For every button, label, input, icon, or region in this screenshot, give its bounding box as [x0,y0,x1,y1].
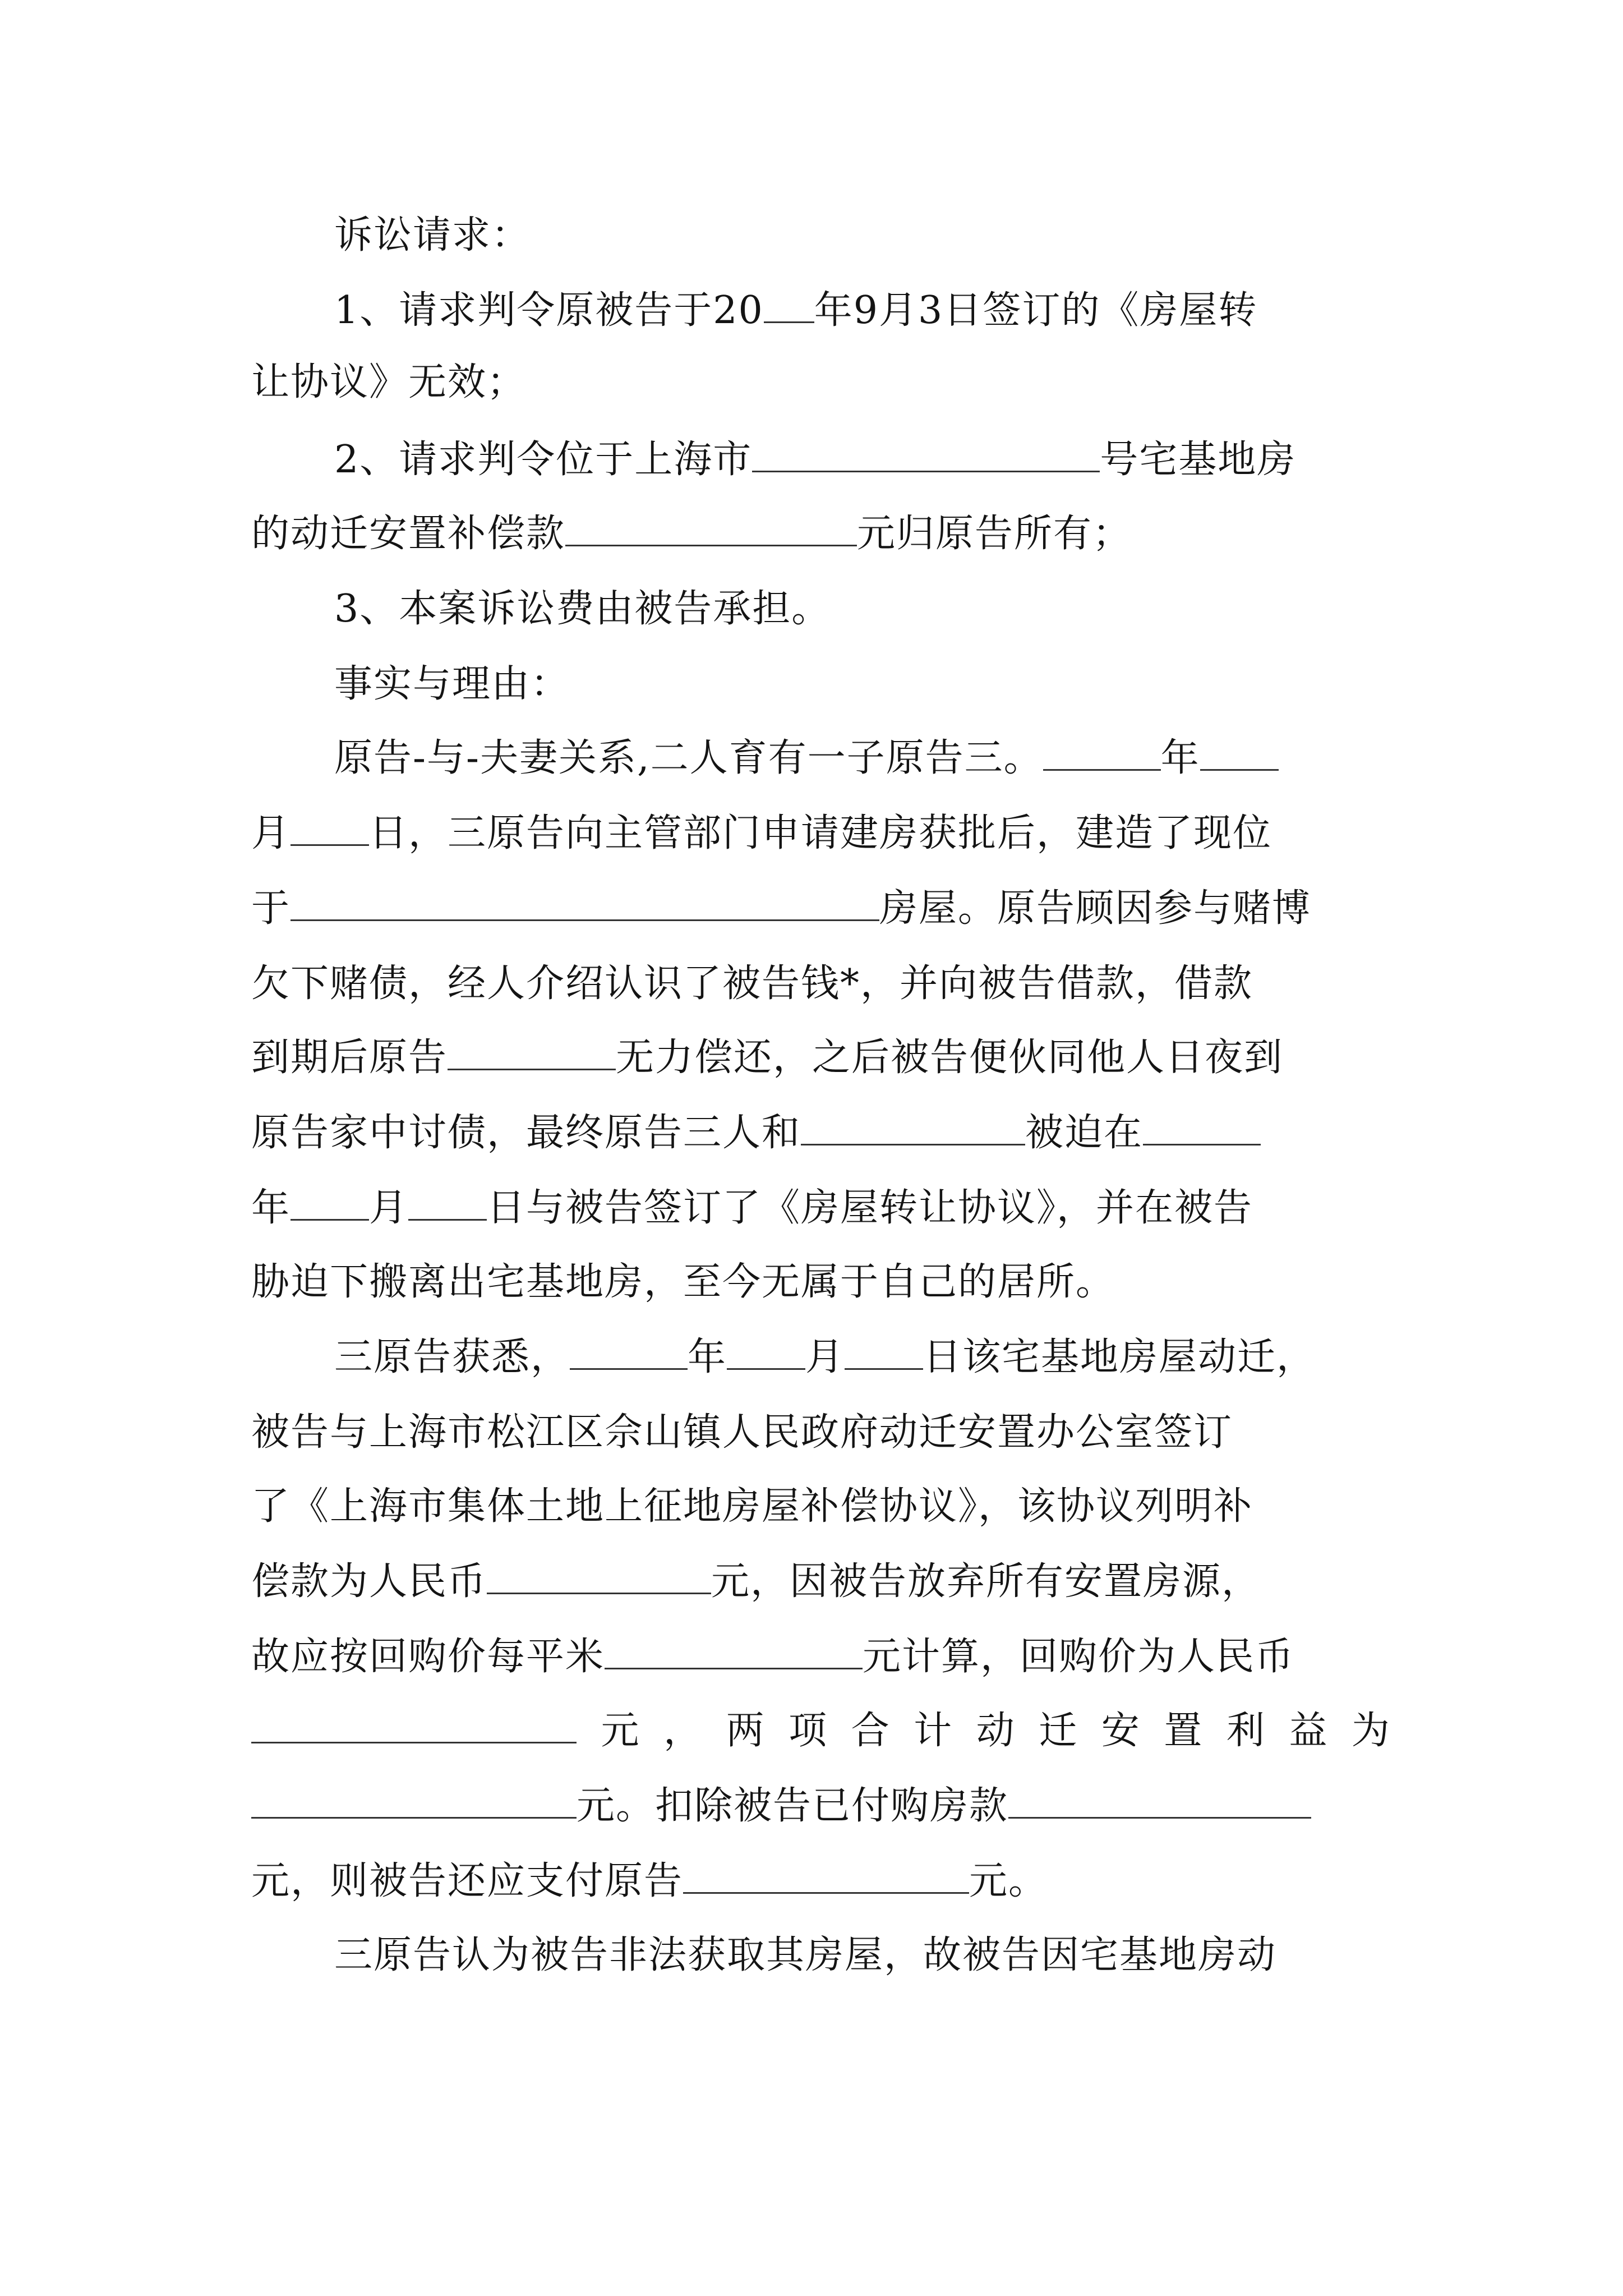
claim-3-text: 3、本案诉讼费由被告承担。 [334,587,831,631]
claim-2-text-a: 2、请求判令位于上海市 [334,438,753,482]
facts-text: 两 [726,1709,764,1753]
facts-p1-line-7 [251,1180,1253,1236]
blank-field [291,1185,369,1221]
blank-field [683,1858,969,1894]
claim-1-text-a: 1、请求判令原被告于20 [334,288,764,333]
claim-1-text-b: 年9月3日签订的《房屋转 [814,288,1258,333]
facts-text: 元 [601,1709,639,1753]
blank-field [251,1783,577,1819]
facts-text: 三原告认为被告非法获取其房屋，故被告因宅基地房动 [334,1933,1277,1977]
facts-text: 为 [1351,1709,1390,1753]
blank-field [764,288,814,323]
blank-field [291,886,879,921]
facts-p2-line-2 [251,1405,1233,1461]
facts-text: 年 [1160,736,1200,780]
facts-text: 日，三原告向主管部门申请建房获批后，建造了现位 [369,811,1272,855]
facts-text: 元，则被告还应支付原告 [251,1859,684,1903]
claim-2-line-1 [334,432,1296,488]
blank-field [448,1035,616,1070]
facts-p3-line-1 [334,1927,1276,1984]
blank-field [408,1185,487,1221]
claim-3 [334,581,831,637]
facts-text: 动 [976,1709,1015,1753]
facts-p1-line-6 [251,1105,1261,1161]
blank-field [1200,735,1279,771]
facts-text: 于 [251,886,291,931]
facts-text: 元。扣除被告已付购房款 [577,1784,1009,1828]
facts-text: 利 [1226,1709,1265,1753]
facts-text: 到期后原告 [251,1036,448,1080]
blank-field [752,437,1100,472]
blank-field [570,1335,688,1370]
facts-p1-line-5 [251,1030,1283,1086]
facts-text: 胁迫下搬离出宅基地房，至今无属于自己的居所。 [251,1260,1115,1304]
facts-text: 被迫在 [1025,1111,1144,1155]
facts-text: 偿款为人民币 [251,1559,487,1604]
facts-text: ， [663,1709,702,1753]
facts-p2-line-3 [251,1479,1253,1535]
facts-text: 计 [914,1709,952,1753]
claim-1-line-2 [251,355,526,411]
claim-2-text-c: 的动迁安置补偿款 [251,512,566,556]
facts-text: 项 [789,1709,827,1753]
facts-p1-line-8 [251,1254,1115,1310]
facts-text: 了《上海市集体土地上征地房屋补偿协议》，该协议列明补 [251,1484,1253,1529]
facts-text: 安 [1101,1709,1140,1753]
facts-text: 房屋。原告顾因参与赌博 [879,886,1312,931]
blank-field [251,1708,577,1743]
facts-text: 元计算，回购价为人民币 [863,1635,1295,1679]
facts-text: 日该宅基地房屋动迁， [923,1335,1316,1379]
heading-facts-text: 事实与理由： [334,662,570,706]
facts-text: 被告与上海市松江区佘山镇人民政府动迁安置办公室签订 [251,1410,1233,1455]
facts-text: 故应按回购价每平米 [251,1635,605,1679]
facts-text: 欠下赌债，经人介绍认识了被告钱*，并向被告借款，借款 [251,961,1253,1006]
blank-field [565,511,857,546]
claim-2-text-b: 号宅基地房 [1100,438,1297,482]
facts-text: 元。 [969,1859,1048,1903]
facts-p2-line-8 [251,1853,1048,1910]
facts-p2-line-6 [251,1703,1390,1759]
facts-p1-line-2 [251,806,1272,862]
facts-text: 益 [1289,1709,1327,1753]
facts-text: 月 [369,1186,409,1230]
heading-facts [334,656,570,712]
blank-field [1043,735,1161,771]
facts-text: 月 [251,811,291,855]
blank-field [291,811,369,846]
facts-text: 日与被告签订了《房屋转让协议》，并在被告 [487,1186,1253,1230]
heading-claims [334,208,531,264]
facts-text: 年 [251,1186,291,1230]
blank-field [845,1335,923,1370]
blank-field [801,1110,1025,1145]
facts-p1-line-4 [251,956,1253,1012]
claim-1-text-c: 让协议》无效； [251,360,527,404]
facts-text: 年 [688,1335,727,1379]
facts-text: 合 [851,1709,889,1753]
heading-claims-text: 诉讼请求： [334,213,531,257]
facts-text: 原告-与-夫妻关系,二人育有一子原告三。 [334,736,1043,780]
facts-p2-line-1 [334,1329,1316,1386]
blank-field [605,1634,863,1669]
claim-2-text-d: 元归原告所有； [857,512,1132,556]
facts-text: 月 [805,1335,845,1379]
blank-field [1008,1783,1311,1819]
claim-1-line-1 [334,283,1257,339]
facts-text: 原告家中讨债，最终原告三人和 [251,1111,801,1155]
blank-field [1143,1110,1261,1145]
blank-field [727,1335,805,1370]
facts-p2-line-4 [251,1554,1261,1610]
facts-text: 迁 [1039,1709,1077,1753]
facts-p2-line-7 [251,1778,1311,1834]
facts-text: 元，因被告放弃所有安置房源， [711,1559,1261,1604]
facts-text: 置 [1164,1709,1202,1753]
blank-field [487,1559,711,1594]
facts-text: 无力偿还，之后被告便伙同他人日夜到 [616,1036,1284,1080]
claim-2-line-2 [251,506,1132,562]
facts-p1-line-1 [334,730,1279,786]
facts-p2-line-5 [251,1629,1294,1685]
facts-text: 三原告获悉， [334,1335,570,1379]
facts-p1-line-3 [251,881,1311,937]
